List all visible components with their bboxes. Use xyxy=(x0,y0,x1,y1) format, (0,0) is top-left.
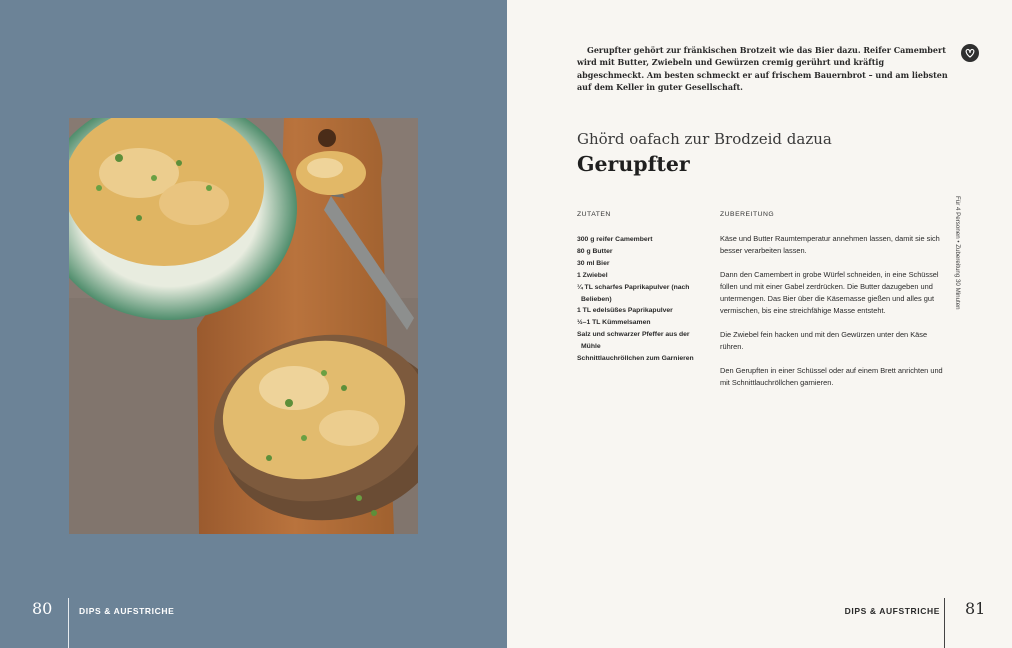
recipe-subtitle: Ghörd oafach zur Brodzeid dazua xyxy=(577,130,832,148)
servings-time-note: Für 4 Personen • Zubereitung 30 Minuten xyxy=(954,196,961,310)
footer-divider-left xyxy=(68,598,69,648)
preparation-step: Den Gerupften in einer Schüssel oder auf einem Brett anrichten und mit Schnittlauchröllchen garnieren. xyxy=(720,366,943,387)
page-number-left: 80 xyxy=(32,599,53,618)
recipe-photo xyxy=(69,118,418,534)
footer-divider-right xyxy=(944,598,945,648)
section-label-right: DIPS & AUFSTRICHE xyxy=(844,606,940,616)
preparation-heading: ZUBEREITUNG xyxy=(720,211,775,218)
ingredients-list xyxy=(577,234,707,365)
ingredients-heading: ZUTATEN xyxy=(577,211,611,218)
ingredient-item: ¼ TL scharfes Paprikapulver (nach Belieben) xyxy=(577,283,690,303)
section-label-left: DIPS & AUFSTRICHE xyxy=(79,606,175,616)
preparation-step: Die Zwiebel fein hacken und mit den Gewürzen unter den Käse rühren. xyxy=(720,330,928,351)
preparation-step: Käse und Butter Raumtemperatur annehmen lassen, damit sie sich besser verarbeiten lassen. xyxy=(720,234,940,255)
intro-text: Gerupfter gehört zur fränkischen Brotzeit wie das Bier dazu. Reifer Camembert wird mit Butter, Zwiebeln und Gewürzen cremig gerührt und kräftig abgeschmeckt. Am besten schmeckt er auf frischem Bauernbrot – und am liebsten auf dem Keller in guter Gesellschaft. xyxy=(577,45,948,92)
ingredient-item: 1 Zwiebel xyxy=(577,271,608,279)
recipe-title: Gerupfter xyxy=(577,152,690,176)
ingredient-item: Salz und schwarzer Pfeffer aus der Mühle xyxy=(577,331,690,351)
ingredient-item: 300 g reifer Camembert xyxy=(577,236,653,243)
ingredient-item: 80 g Butter xyxy=(577,247,613,255)
ingredient-item: Schnittlauchröllchen zum Garnieren xyxy=(577,355,694,363)
preparation-steps xyxy=(720,233,950,401)
preparation-step: Dann den Camembert in grobe Würfel schneiden, in eine Schüssel füllen und mit einer Gabel zerdrücken. Die Butter dazugeben und untermengen. Das Bier über die Käsemasse gießen und alles gut vermischen, bis eine streichfähige Masse entsteht. xyxy=(720,270,939,315)
ingredient-item: 30 ml Bier xyxy=(577,259,610,267)
page-number-right: 81 xyxy=(965,599,986,618)
right-page xyxy=(507,0,1012,648)
ingredient-item: 1 TL edelsüßes Paprikapulver xyxy=(577,307,673,315)
pretzel-icon xyxy=(961,44,979,62)
ingredient-item: ½–1 TL Kümmelsamen xyxy=(577,319,651,327)
